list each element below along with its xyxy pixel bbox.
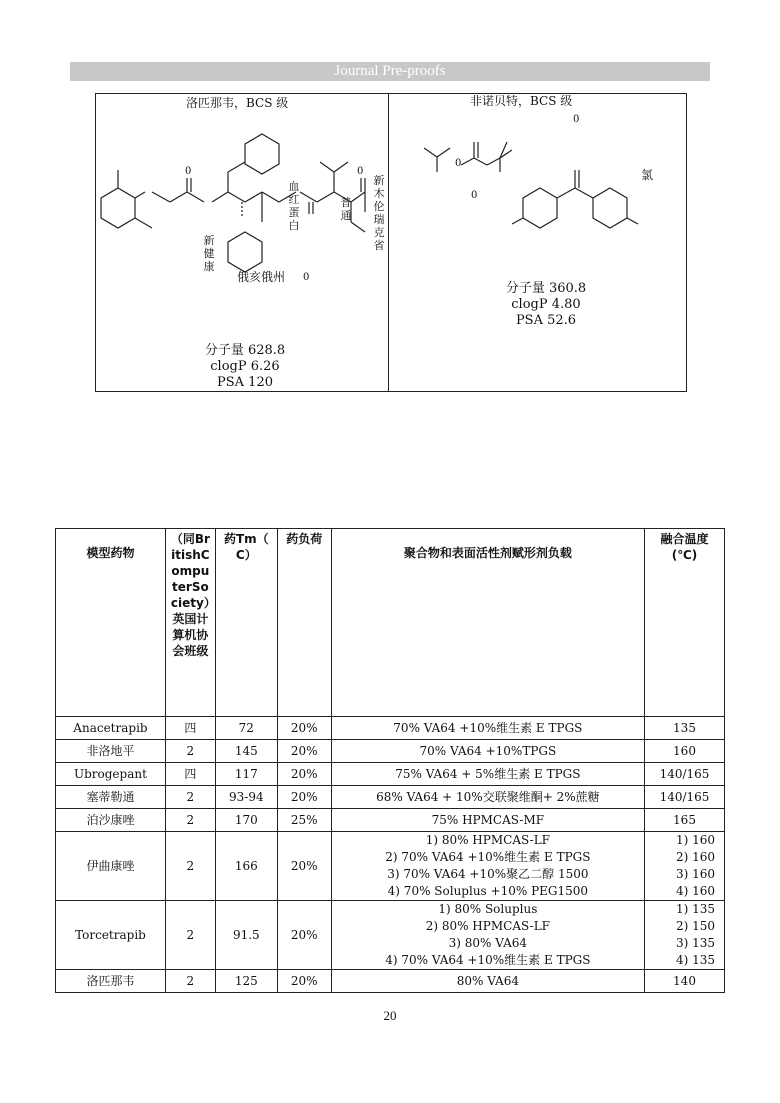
- cell-polymer: [331, 832, 644, 901]
- lopinavir-benzyl-ring-1: [245, 134, 279, 174]
- temp-line: 3) 135: [675, 936, 715, 950]
- fenofibrate-ring-1: [523, 188, 557, 228]
- lopinavir-title: 洛匹那韦，BCS 级: [186, 96, 289, 110]
- polymer-line: 2) 70% VA64 +10%维生素 E TPGS: [385, 850, 591, 864]
- table-row: [56, 901, 725, 970]
- table-row: [56, 809, 725, 832]
- cell-tm: 170: [215, 809, 277, 832]
- atom-o-label: 0: [303, 272, 310, 283]
- cell-temp: 140: [645, 970, 725, 993]
- table-row: [56, 970, 725, 993]
- cell-drug: Ubrogepant: [56, 763, 166, 786]
- cell-tm: 125: [215, 970, 277, 993]
- header-polymer: 聚合物和表面活性剂赋形剂负载: [331, 529, 644, 717]
- cell-polymer: 68% VA64 + 10%交联聚维酮+ 2%蔗糖: [331, 786, 644, 809]
- temp-line: 4) 135: [675, 953, 715, 967]
- cell-polymer: 70% VA64 +10%TPGS: [331, 740, 644, 763]
- cell-bcs: 四: [165, 717, 215, 740]
- cell-drug: 伊曲康唑: [56, 832, 166, 901]
- cell-tm: 166: [215, 832, 277, 901]
- polymer-line: 4) 70% VA64 +10%维生素 E TPGS: [385, 953, 591, 967]
- fenofibrate-title: 非诺贝特，BCS 级: [470, 94, 573, 108]
- cell-drug: Torcetrapib: [56, 901, 166, 970]
- cell-bcs: 四: [165, 763, 215, 786]
- cell-load: 25%: [277, 809, 331, 832]
- polymer-line: 1) 80% Soluplus: [438, 902, 538, 916]
- cell-drug: 洛匹那韦: [56, 970, 166, 993]
- cell-load: 20%: [277, 832, 331, 901]
- temp-line: 4) 160: [675, 884, 715, 898]
- header-load: 药负荷: [277, 529, 331, 717]
- fenofibrate-mw: 分子量 360.8: [505, 281, 587, 296]
- header-drug: 模型药物: [56, 529, 166, 717]
- cell-temp: 160: [645, 740, 725, 763]
- journal-banner: Journal Pre-proofs: [70, 62, 710, 81]
- atom-cl-label: 氯: [641, 168, 654, 182]
- formulation-table: [55, 528, 725, 993]
- table-row: [56, 740, 725, 763]
- cell-temp: 165: [645, 809, 725, 832]
- fenofibrate-ring-2: [593, 188, 627, 228]
- fenofibrate-clogp: clogP 4.80: [511, 297, 581, 312]
- cell-bcs: 2: [165, 740, 215, 763]
- header-bcs: （同BritishComputerSociety）英国计算机协会班级: [165, 529, 215, 717]
- atom-o-label: 0: [185, 166, 192, 177]
- temp-line: 1) 135: [675, 902, 715, 916]
- cell-bcs: 2: [165, 832, 215, 901]
- header-tm: 药Tm（ C）: [215, 529, 277, 717]
- atom-o-label: 0: [357, 166, 364, 177]
- fenofibrate-psa: PSA 52.6: [515, 313, 577, 328]
- cell-bcs: 2: [165, 901, 215, 970]
- polymer-line: 2) 80% HPMCAS-LF: [425, 919, 550, 933]
- cell-tm: 145: [215, 740, 277, 763]
- lopinavir-clogp: clogP 6.26: [210, 359, 280, 374]
- cell-drug: 塞蒂勒通: [56, 786, 166, 809]
- cell-load: 20%: [277, 717, 331, 740]
- cell-polymer: 75% VA64 + 5%维生素 E TPGS: [331, 763, 644, 786]
- cell-drug: 泊沙康唑: [56, 809, 166, 832]
- cell-drug: 非洛地平: [56, 740, 166, 763]
- label-xinjiankang: 新健康: [203, 234, 215, 273]
- molecule-drawings: [0, 0, 780, 420]
- cell-drug: Anacetrapib: [56, 717, 166, 740]
- label-xuehongdanbai: 血红蛋白: [288, 180, 300, 232]
- cell-load: 20%: [277, 740, 331, 763]
- cell-temp: [645, 832, 725, 901]
- lopinavir-psa: PSA 120: [217, 375, 273, 390]
- lopinavir-benzyl-ring-2: [228, 232, 262, 272]
- table-row: [56, 832, 725, 901]
- cell-bcs: 2: [165, 786, 215, 809]
- polymer-line: 4) 70% Soluplus +10% PEG1500: [387, 884, 589, 898]
- cell-temp: [645, 901, 725, 970]
- cell-bcs: 2: [165, 970, 215, 993]
- cell-bcs: 2: [165, 809, 215, 832]
- cell-temp: 140/165: [645, 786, 725, 809]
- cell-polymer: [331, 901, 644, 970]
- cell-load: 20%: [277, 901, 331, 970]
- temp-line: 2) 150: [675, 919, 715, 933]
- temp-line: 3) 160: [675, 867, 715, 881]
- cell-polymer: 70% VA64 +10%维生素 E TPGS: [331, 717, 644, 740]
- atom-o-label: 0: [471, 190, 478, 201]
- cell-tm: 72: [215, 717, 277, 740]
- table-row: [56, 786, 725, 809]
- cell-temp: 140/165: [645, 763, 725, 786]
- cell-load: 20%: [277, 786, 331, 809]
- temp-line: 2) 160: [675, 850, 715, 864]
- header-temp: 融合温度(℃): [645, 529, 725, 717]
- cell-tm: 93-94: [215, 786, 277, 809]
- cell-load: 20%: [277, 763, 331, 786]
- cell-polymer: 75% HPMCAS-MF: [331, 809, 644, 832]
- polymer-line: 3) 70% VA64 +10%聚乙二醇 1500: [387, 867, 589, 881]
- polymer-line: 1) 80% HPMCAS-LF: [425, 833, 550, 847]
- label-xinmulunruike: 新木伦瑞克省: [373, 174, 385, 252]
- atom-o-label: 0: [573, 114, 580, 125]
- atom-o-label: 0: [455, 158, 462, 169]
- table-row: [56, 763, 725, 786]
- polymer-line: 3) 80% VA64: [448, 936, 528, 950]
- lopinavir-mw: 分子量 628.8: [204, 343, 286, 358]
- temp-line: 1) 160: [675, 833, 715, 847]
- label-puxin: 普通: [340, 196, 352, 222]
- cell-tm: 91.5: [215, 901, 277, 970]
- cell-load: 20%: [277, 970, 331, 993]
- cell-temp: 135: [645, 717, 725, 740]
- lopinavir-aryl-ring: [101, 188, 135, 228]
- table-row: [56, 717, 725, 740]
- label-eyu: 俄亥俄州: [237, 270, 286, 284]
- page-number: 20: [383, 1008, 397, 1023]
- cell-tm: 117: [215, 763, 277, 786]
- cell-polymer: 80% VA64: [331, 970, 644, 993]
